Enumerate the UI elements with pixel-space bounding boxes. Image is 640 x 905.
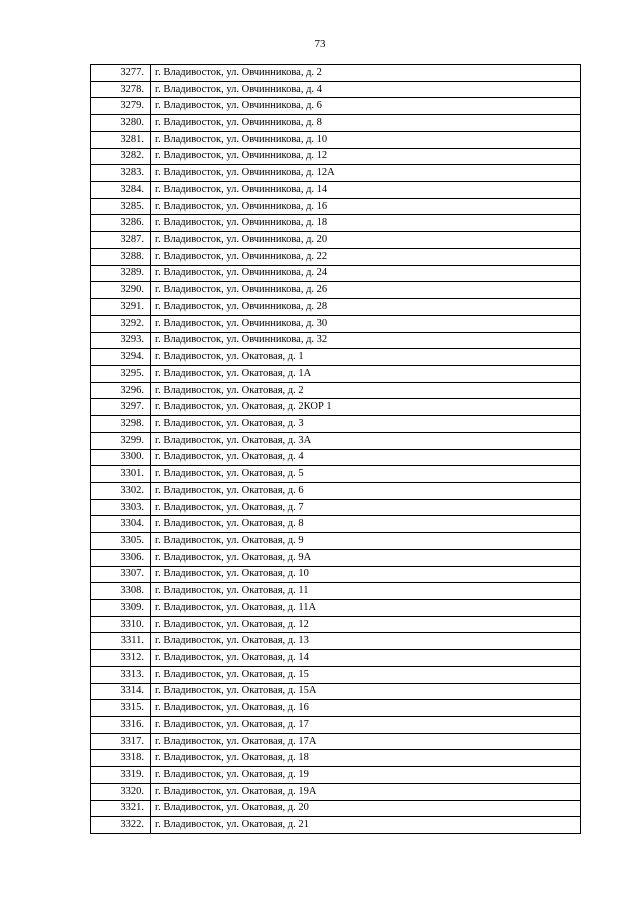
row-number-cell: 3316. — [91, 717, 151, 734]
row-number-cell: 3278. — [91, 81, 151, 98]
address-cell: г. Владивосток, ул. Окатовая, д. 17 — [151, 717, 581, 734]
row-number-cell: 3310. — [91, 616, 151, 633]
address-cell: г. Владивосток, ул. Овчинникова, д. 26 — [151, 282, 581, 299]
table-row — [91, 131, 581, 148]
address-cell: г. Владивосток, ул. Окатовая, д. 6 — [151, 482, 581, 499]
address-cell: г. Владивосток, ул. Овчинникова, д. 18 — [151, 215, 581, 232]
address-cell: г. Владивосток, ул. Окатовая, д. 17А — [151, 733, 581, 750]
table-row — [91, 566, 581, 583]
address-cell: г. Владивосток, ул. Окатовая, д. 19А — [151, 783, 581, 800]
address-cell: г. Владивосток, ул. Овчинникова, д. 6 — [151, 98, 581, 115]
address-cell: г. Владивосток, ул. Овчинникова, д. 20 — [151, 232, 581, 249]
address-cell: г. Владивосток, ул. Окатовая, д. 3 — [151, 416, 581, 433]
row-number-cell: 3319. — [91, 767, 151, 784]
table-row — [91, 98, 581, 115]
table-row — [91, 583, 581, 600]
address-cell: г. Владивосток, ул. Окатовая, д. 15А — [151, 683, 581, 700]
address-cell: г. Владивосток, ул. Овчинникова, д. 4 — [151, 81, 581, 98]
table-row — [91, 499, 581, 516]
row-number-cell: 3283. — [91, 165, 151, 182]
row-number-cell: 3295. — [91, 365, 151, 382]
address-cell: г. Владивосток, ул. Окатовая, д. 1А — [151, 365, 581, 382]
address-cell: г. Владивосток, ул. Окатовая, д. 20 — [151, 800, 581, 817]
row-number-cell: 3302. — [91, 482, 151, 499]
table-row — [91, 516, 581, 533]
address-cell: г. Владивосток, ул. Окатовая, д. 8 — [151, 516, 581, 533]
row-number-cell: 3277. — [91, 65, 151, 82]
row-number-cell: 3281. — [91, 131, 151, 148]
table-row — [91, 365, 581, 382]
row-number-cell: 3315. — [91, 700, 151, 717]
table-row — [91, 750, 581, 767]
table-row — [91, 432, 581, 449]
row-number-cell: 3285. — [91, 198, 151, 215]
address-cell: г. Владивосток, ул. Овчинникова, д. 16 — [151, 198, 581, 215]
address-cell: г. Владивосток, ул. Овчинникова, д. 2 — [151, 65, 581, 82]
table-row — [91, 148, 581, 165]
address-cell: г. Владивосток, ул. Овчинникова, д. 12 — [151, 148, 581, 165]
table-row — [91, 198, 581, 215]
address-cell: г. Владивосток, ул. Окатовая, д. 14 — [151, 650, 581, 667]
row-number-cell: 3292. — [91, 315, 151, 332]
address-cell: г. Владивосток, ул. Окатовая, д. 18 — [151, 750, 581, 767]
row-number-cell: 3304. — [91, 516, 151, 533]
table-row — [91, 315, 581, 332]
address-cell: г. Владивосток, ул. Окатовая, д. 2 — [151, 382, 581, 399]
table-row — [91, 616, 581, 633]
table-row — [91, 115, 581, 132]
table-row — [91, 282, 581, 299]
address-cell: г. Владивосток, ул. Овчинникова, д. 10 — [151, 131, 581, 148]
address-cell: г. Владивосток, ул. Овчинникова, д. 30 — [151, 315, 581, 332]
table-row — [91, 666, 581, 683]
table-row — [91, 600, 581, 617]
table-row — [91, 449, 581, 466]
table-row — [91, 466, 581, 483]
table-row — [91, 232, 581, 249]
address-cell: г. Владивосток, ул. Окатовая, д. 2КОР 1 — [151, 399, 581, 416]
row-number-cell: 3317. — [91, 733, 151, 750]
address-cell: г. Владивосток, ул. Овчинникова, д. 12А — [151, 165, 581, 182]
table-row — [91, 817, 581, 834]
address-cell: г. Владивосток, ул. Окатовая, д. 9 — [151, 533, 581, 550]
address-cell: г. Владивосток, ул. Овчинникова, д. 32 — [151, 332, 581, 349]
table-row — [91, 633, 581, 650]
table-row — [91, 65, 581, 82]
row-number-cell: 3288. — [91, 248, 151, 265]
table-row — [91, 182, 581, 199]
address-cell: г. Владивосток, ул. Окатовая, д. 4 — [151, 449, 581, 466]
table-row — [91, 482, 581, 499]
address-cell: г. Владивосток, ул. Окатовая, д. 15 — [151, 666, 581, 683]
page-number: 73 — [314, 38, 326, 50]
table-row — [91, 165, 581, 182]
table-row — [91, 332, 581, 349]
table-row — [91, 382, 581, 399]
row-number-cell: 3309. — [91, 600, 151, 617]
table-row — [91, 299, 581, 316]
row-number-cell: 3300. — [91, 449, 151, 466]
table-row — [91, 215, 581, 232]
address-cell: г. Владивосток, ул. Овчинникова, д. 14 — [151, 182, 581, 199]
table-row — [91, 549, 581, 566]
row-number-cell: 3298. — [91, 416, 151, 433]
address-cell: г. Владивосток, ул. Окатовая, д. 19 — [151, 767, 581, 784]
row-number-cell: 3303. — [91, 499, 151, 516]
address-cell: г. Владивосток, ул. Окатовая, д. 5 — [151, 466, 581, 483]
row-number-cell: 3291. — [91, 299, 151, 316]
address-table-body — [91, 65, 581, 834]
row-number-cell: 3313. — [91, 666, 151, 683]
table-row — [91, 533, 581, 550]
address-cell: г. Владивосток, ул. Окатовая, д. 11 — [151, 583, 581, 600]
row-number-cell: 3314. — [91, 683, 151, 700]
address-cell: г. Владивосток, ул. Овчинникова, д. 28 — [151, 299, 581, 316]
row-number-cell: 3280. — [91, 115, 151, 132]
table-row — [91, 800, 581, 817]
row-number-cell: 3307. — [91, 566, 151, 583]
row-number-cell: 3321. — [91, 800, 151, 817]
address-cell: г. Владивосток, ул. Окатовая, д. 9А — [151, 549, 581, 566]
row-number-cell: 3322. — [91, 817, 151, 834]
table-row — [91, 767, 581, 784]
row-number-cell: 3299. — [91, 432, 151, 449]
address-cell: г. Владивосток, ул. Окатовая, д. 12 — [151, 616, 581, 633]
row-number-cell: 3286. — [91, 215, 151, 232]
table-row — [91, 700, 581, 717]
row-number-cell: 3312. — [91, 650, 151, 667]
address-cell: г. Владивосток, ул. Окатовая, д. 11А — [151, 600, 581, 617]
table-row — [91, 683, 581, 700]
address-table — [90, 64, 581, 834]
row-number-cell: 3320. — [91, 783, 151, 800]
address-cell: г. Владивосток, ул. Окатовая, д. 7 — [151, 499, 581, 516]
address-cell: г. Владивосток, ул. Окатовая, д. 3А — [151, 432, 581, 449]
address-cell: г. Владивосток, ул. Окатовая, д. 16 — [151, 700, 581, 717]
row-number-cell: 3308. — [91, 583, 151, 600]
address-cell: г. Владивосток, ул. Овчинникова, д. 22 — [151, 248, 581, 265]
table-row — [91, 248, 581, 265]
row-number-cell: 3305. — [91, 533, 151, 550]
row-number-cell: 3301. — [91, 466, 151, 483]
table-row — [91, 733, 581, 750]
table-row — [91, 717, 581, 734]
row-number-cell: 3296. — [91, 382, 151, 399]
row-number-cell: 3318. — [91, 750, 151, 767]
table-row — [91, 349, 581, 366]
row-number-cell: 3289. — [91, 265, 151, 282]
address-cell: г. Владивосток, ул. Овчинникова, д. 24 — [151, 265, 581, 282]
row-number-cell: 3290. — [91, 282, 151, 299]
row-number-cell: 3311. — [91, 633, 151, 650]
address-cell: г. Владивосток, ул. Окатовая, д. 21 — [151, 817, 581, 834]
table-row — [91, 81, 581, 98]
address-cell: г. Владивосток, ул. Окатовая, д. 10 — [151, 566, 581, 583]
address-cell: г. Владивосток, ул. Окатовая, д. 1 — [151, 349, 581, 366]
table-row — [91, 416, 581, 433]
table-row — [91, 265, 581, 282]
row-number-cell: 3287. — [91, 232, 151, 249]
address-cell: г. Владивосток, ул. Окатовая, д. 13 — [151, 633, 581, 650]
table-row — [91, 399, 581, 416]
row-number-cell: 3294. — [91, 349, 151, 366]
row-number-cell: 3306. — [91, 549, 151, 566]
address-cell: г. Владивосток, ул. Овчинникова, д. 8 — [151, 115, 581, 132]
row-number-cell: 3297. — [91, 399, 151, 416]
row-number-cell: 3279. — [91, 98, 151, 115]
table-row — [91, 650, 581, 667]
row-number-cell: 3293. — [91, 332, 151, 349]
table-row — [91, 783, 581, 800]
row-number-cell: 3284. — [91, 182, 151, 199]
row-number-cell: 3282. — [91, 148, 151, 165]
